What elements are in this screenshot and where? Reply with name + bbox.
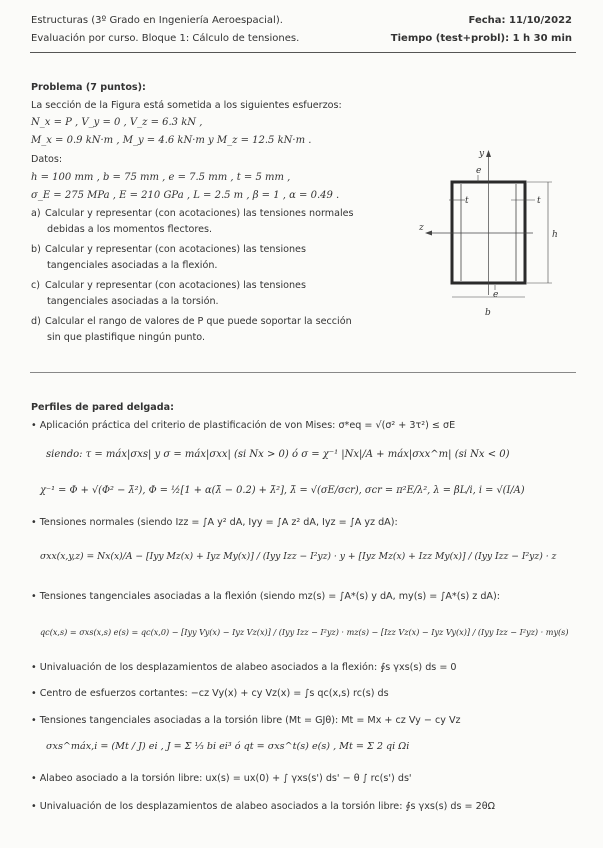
uniqueness-torsion: • Univaluación de los desplazamientos de alabeo asociados a la torsión libre: ∮s γxs(s) ds = 2θΩ <box>31 801 495 812</box>
uniqueness-flexion: • Univaluación de los desplazamientos de alabeo asociados a la flexión: ∮s γxs(s) ds = 0 <box>31 662 457 673</box>
torsion-title: • Tensiones tangenciales asociadas a la torsión libre (Mt = GJθ): Mt = Mx + cz Vy − cy Vz <box>31 715 461 726</box>
part-a-line-1: Calcular y representar (con acotaciones) las tensiones normales <box>45 208 354 219</box>
part-d-line-2: sin que plastifique ningún punto. <box>47 332 206 343</box>
part-c-line-2: tangenciales asociadas a la torsión. <box>47 296 219 307</box>
chi-formula: χ⁻¹ = Φ + √(Φ² − λ̄²), Φ = ½[1 + α(λ̄ − 0.2) + λ̄²], λ̄ = √(σE/σcr), σcr = π²E/λ², λ = βL/i, i = √(I/A) <box>40 485 525 496</box>
part-b-line-2: tangenciales asociadas a la flexión. <box>47 260 218 271</box>
t-right-label: t <box>537 196 541 206</box>
part-a-label: a) <box>31 208 41 219</box>
e-top-label: e <box>476 166 482 176</box>
exam-date: Fecha: 11/10/2022 <box>468 15 572 26</box>
loads-line-1: N_x = P , V_y = 0 , V_z = 6.3 kN , <box>31 117 203 128</box>
e-bottom-label: e <box>493 290 499 300</box>
section-separator <box>30 372 576 373</box>
exam-time: Tiempo (test+probl): 1 h 30 min <box>390 33 572 44</box>
h-label: h <box>552 230 558 240</box>
warping-line: • Alabeo asociado a la torsión libre: ux(s) = ux(0) + ∫ γxs(s') ds' − θ ∫ rc(s') ds' <box>31 773 412 784</box>
course-line: Estructuras (3º Grado en Ingeniería Aeroespacial). <box>31 15 283 26</box>
b-label: b <box>485 308 491 318</box>
z-axis-arrow <box>425 231 432 236</box>
part-b-line-1: Calcular y representar (con acotaciones) las tensiones <box>45 244 306 255</box>
z-axis-label: z <box>419 223 424 233</box>
shear-stress-formula: qc(x,s) = σxs(x,s) e(s) = qc(x,0) − [Iyy Vy(x) − Iyz Vz(x)] / (Iyy Izz − I²yz) · mz(s) − [Izz Vz(x) − Iyz Vy(x)] / (Iyy Izz − I²yz) · my(s) <box>40 627 569 637</box>
y-axis-label: y <box>479 149 485 159</box>
part-a-line-2: debidas a los momentos flectores. <box>47 224 213 235</box>
data-line-2: σ_E = 275 MPa , E = 210 GPa , L = 2.5 m , β = 1 , α = 0.49 . <box>31 190 340 201</box>
part-d-line-1: Calcular el rango de valores de P que puede soportar la sección <box>45 316 352 327</box>
loads-line-2: M_x = 0.9 kN·m , M_y = 4.6 kN·m y M_z = 12.5 kN·m . <box>31 135 312 146</box>
normal-stress-formula: σxx(x,y,z) = Nx(x)/A − [Iyy Mz(x) + Iyz My(x)] / (Iyy Izz − I²yz) · y + [Iyz Mz(x) + Izz My(x)] / (Iyy Izz − I²yz) · z <box>40 551 557 562</box>
torsion-formula: σxs^máx,i = (Mt / J) ei , J = Σ ⅓ bi ei³ ó qt = σxs^t(s) e(s) , Mt = Σ 2 qi Ωi <box>46 741 410 752</box>
header-separator <box>30 52 576 53</box>
normal-stress-title: • Tensiones normales (siendo Izz = ∫A y² dA, Iyy = ∫A z² dA, Iyz = ∫A yz dA): <box>31 517 398 528</box>
evaluation-line: Evaluación por curso. Bloque 1: Cálculo de tensiones. <box>31 33 300 44</box>
data-label: Datos: <box>31 154 63 165</box>
cross-section-figure <box>415 145 580 325</box>
part-c-line-1: Calcular y representar (con acotaciones) las tensiones <box>45 280 306 291</box>
y-axis-arrow <box>486 150 491 157</box>
part-d-label: d) <box>31 316 41 327</box>
problem-title: Problema (7 puntos): <box>31 82 146 93</box>
vonmises-line: • Aplicación práctica del criterio de plastificación de von Mises: σ*eq = √(σ² + 3τ²) ≤ σE <box>31 420 456 431</box>
shear-center-line: • Centro de esfuerzos cortantes: −cz Vy(x) + cy Vz(x) = ∫s qc(x,s) rc(s) ds <box>31 688 389 699</box>
data-line-1: h = 100 mm , b = 75 mm , e = 7.5 mm , t = 5 mm , <box>31 172 291 183</box>
part-b-label: b) <box>31 244 41 255</box>
part-c-label: c) <box>31 280 41 291</box>
problem-intro: La sección de la Figura está sometida a los siguientes esfuerzos: <box>31 100 342 111</box>
theory-title: Perfiles de pared delgada: <box>31 402 174 413</box>
vonmises-definition: siendo: τ = máx|σxs| y σ = máx|σxx| (si Nx > 0) ó σ = χ⁻¹ |Nx|/A + máx|σxx^m| (si Nx < 0) <box>46 449 510 460</box>
shear-stress-title: • Tensiones tangenciales asociadas a la flexión (siendo mz(s) = ∫A*(s) y dA, my(s) = ∫A*(s) z dA): <box>31 591 500 602</box>
t-left-label: t <box>465 196 469 206</box>
